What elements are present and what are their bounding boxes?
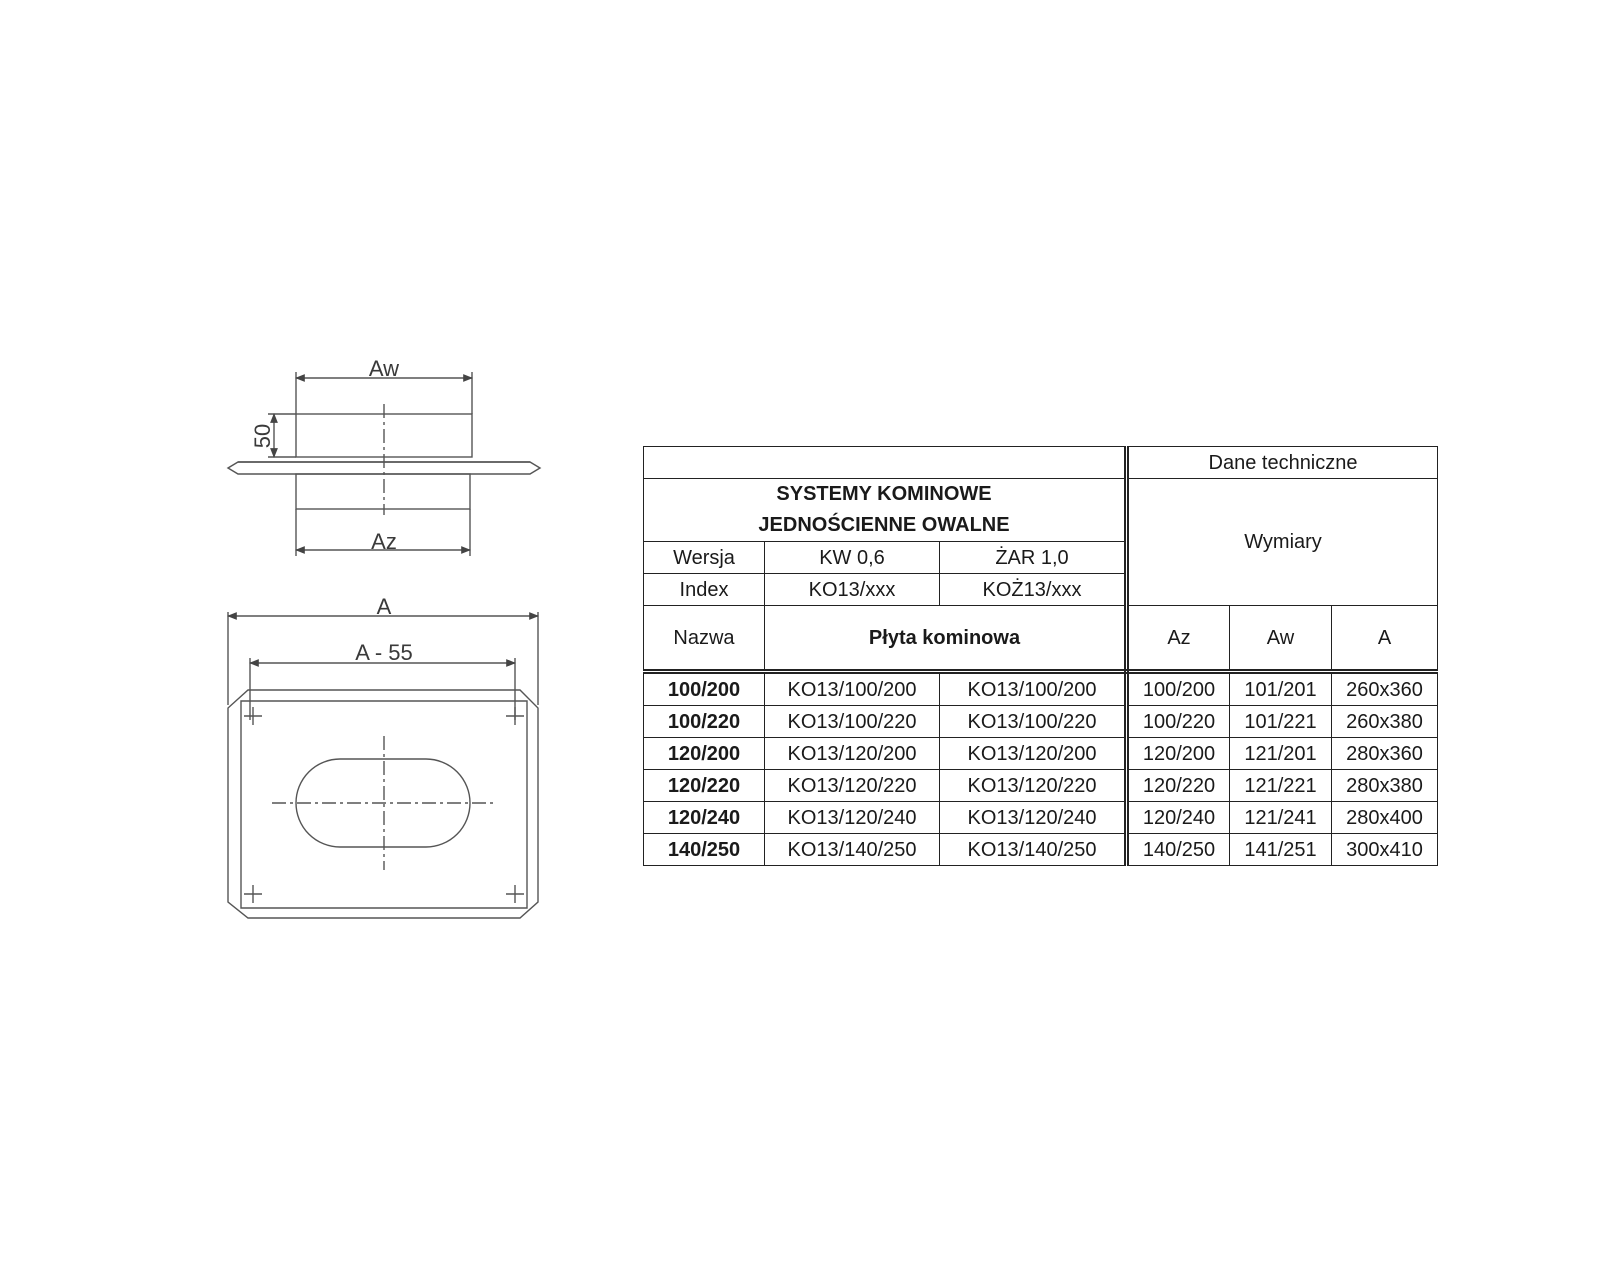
spec-table bbox=[643, 446, 1438, 866]
az-cell: 120/240 bbox=[1127, 802, 1230, 834]
kw-index-cell: KO13/100/200 bbox=[765, 672, 940, 706]
wersja-label: Wersja bbox=[644, 542, 765, 574]
aw-cell: 141/251 bbox=[1230, 834, 1332, 866]
kw-index-cell: KO13/140/250 bbox=[765, 834, 940, 866]
nazwa-cell: 120/240 bbox=[644, 802, 765, 834]
aw-cell: 121/221 bbox=[1230, 770, 1332, 802]
az-cell: 140/250 bbox=[1127, 834, 1230, 866]
nazwa-header: Nazwa bbox=[644, 606, 765, 672]
a-label: A bbox=[376, 594, 392, 619]
a-cell: 280x400 bbox=[1332, 802, 1438, 834]
aw-cell: 101/221 bbox=[1230, 706, 1332, 738]
kw-index-cell: KO13/120/220 bbox=[765, 770, 940, 802]
height-50-label: 50 bbox=[250, 423, 275, 449]
az-cell: 100/200 bbox=[1127, 672, 1230, 706]
index-kw: KO13/xxx bbox=[765, 574, 940, 606]
aw-cell: 101/201 bbox=[1230, 672, 1332, 706]
a-cell: 300x410 bbox=[1332, 834, 1438, 866]
kw-index-cell: KO13/120/240 bbox=[765, 802, 940, 834]
nazwa-cell: 100/200 bbox=[644, 672, 765, 706]
a-cell: 280x380 bbox=[1332, 770, 1438, 802]
table-row bbox=[644, 802, 1438, 834]
nazwa-cell: 100/220 bbox=[644, 706, 765, 738]
table-row bbox=[644, 770, 1438, 802]
az-cell: 120/220 bbox=[1127, 770, 1230, 802]
table-row bbox=[644, 738, 1438, 770]
zar-index-cell: KO13/100/200 bbox=[940, 672, 1127, 706]
zar-index-cell: KO13/120/240 bbox=[940, 802, 1127, 834]
a-cell: 280x360 bbox=[1332, 738, 1438, 770]
aw-cell: 121/241 bbox=[1230, 802, 1332, 834]
az-label: Az bbox=[371, 529, 397, 554]
wymiary-header: Wymiary bbox=[1127, 479, 1438, 606]
a55-label: A - 55 bbox=[355, 640, 413, 665]
index-zar: KOŻ13/xxx bbox=[940, 574, 1127, 606]
plyta-kominowa-header: Płyta kominowa bbox=[765, 606, 1127, 672]
wersja-zar: ŻAR 1,0 bbox=[940, 542, 1127, 574]
aw-label: Aw bbox=[368, 356, 400, 381]
az-cell: 120/200 bbox=[1127, 738, 1230, 770]
aw-cell: 121/201 bbox=[1230, 738, 1332, 770]
kw-index-cell: KO13/120/200 bbox=[765, 738, 940, 770]
a-cell: 260x380 bbox=[1332, 706, 1438, 738]
az-header: Az bbox=[1127, 606, 1230, 672]
index-label: Index bbox=[644, 574, 765, 606]
title-line-2: JEDNOŚCIENNE OWALNE bbox=[758, 514, 1010, 536]
a-cell: 260x360 bbox=[1332, 672, 1438, 706]
plate-outline bbox=[228, 690, 538, 918]
nazwa-cell: 120/220 bbox=[644, 770, 765, 802]
a-header: A bbox=[1332, 606, 1438, 672]
zar-index-cell: KO13/140/250 bbox=[940, 834, 1127, 866]
empty-header-cell bbox=[644, 447, 1127, 479]
kw-index-cell: KO13/100/220 bbox=[765, 706, 940, 738]
zar-index-cell: KO13/100/220 bbox=[940, 706, 1127, 738]
lower-sleeve bbox=[296, 474, 470, 509]
table-row bbox=[644, 672, 1438, 706]
zar-index-cell: KO13/120/220 bbox=[940, 770, 1127, 802]
table-title bbox=[644, 479, 1127, 542]
dane-techniczne-header: Dane techniczne bbox=[1127, 447, 1438, 479]
table-row bbox=[644, 834, 1438, 866]
zar-index-cell: KO13/120/200 bbox=[940, 738, 1127, 770]
nazwa-cell: 140/250 bbox=[644, 834, 765, 866]
aw-header: Aw bbox=[1230, 606, 1332, 672]
table-row bbox=[644, 706, 1438, 738]
title-line-1: SYSTEMY KOMINOWE bbox=[776, 483, 992, 505]
az-cell: 100/220 bbox=[1127, 706, 1230, 738]
wersja-kw: KW 0,6 bbox=[765, 542, 940, 574]
nazwa-cell: 120/200 bbox=[644, 738, 765, 770]
